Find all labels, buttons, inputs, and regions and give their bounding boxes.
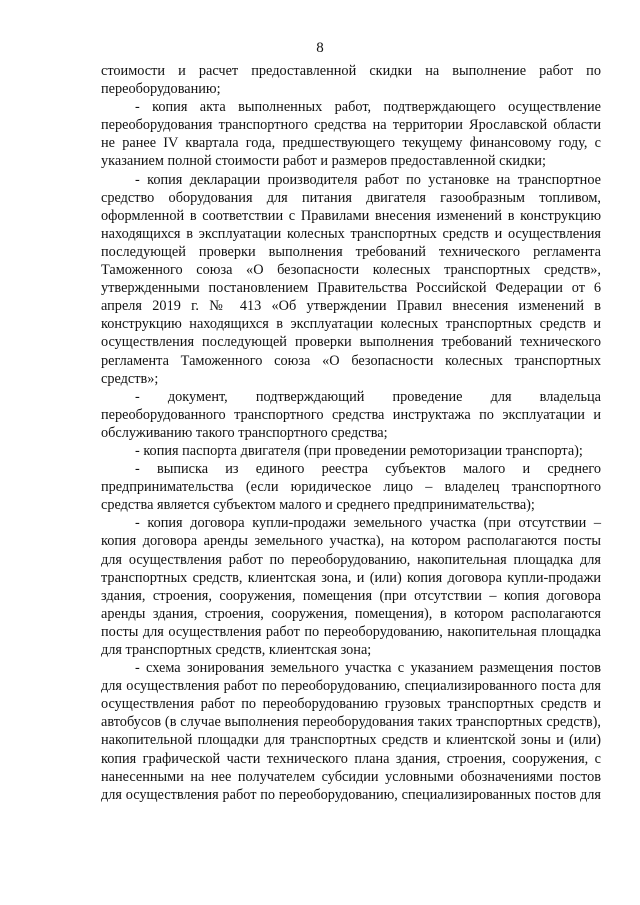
paragraph-instruction-document: - документ, подтверждающий проведение для владельца переоборудованного транспортного средства инструктажа по эксплуатации и обслуживанию такого транспортного средства; bbox=[101, 388, 601, 441]
paragraph-declaration-copy: - копия декларации производителя работ по установке на транспортное средство оборудования для питания двигателя газообразным топливом, оформленной в соответствии с Правилами внесения изменений в конструкцию находящихся в эксплуатации колесных транспортных средств и осуществления последующей проверки выполнения требований технического регламента Таможенного союза «О безопасности колесных транспортных средств», утвержденными постановлением Правительства Российской Федерации от 6 апреля 2019 г. № 413 «Об утверждении Правил внесения изменений в конструкцию находящихся в эксплуатации колесных транспортных средств и осуществления последующей проверки выполнения требований технического регламента Таможенного союза «О безопасности колесных транспортных средств»; bbox=[101, 171, 601, 387]
paragraph-zoning-scheme: - схема зонирования земельного участка с указанием размещения постов для осуществления работ по переоборудованию, специализированного поста для осуществления работ по переоборудованию грузовых транспортных средств и автобусов (в случае выполнения переоборудования таких транспортных средств), накопительной площадки для транспортных средств и клиентской зоны и (или) копия графической части технического плана здания, строения, сооружения, с нанесенными на нее получателем субсидии условными обозначениями постов для осуществления работ по переоборудованию, специализированных постов для bbox=[101, 660, 601, 803]
paragraph-act-copy: - копия акта выполненных работ, подтверждающего осуществление переоборудования транспортного средства на территории Ярославской области не ранее IV квартала года, предшествующего текущему финансовому году, с указанием полной стоимости работ и размеров предоставленной скидки; bbox=[101, 99, 601, 170]
paragraph-engine-passport: - копия паспорта двигателя (при проведении ремоторизации транспорта); bbox=[135, 442, 583, 459]
page-number: 8 bbox=[316, 40, 324, 56]
paragraph-land-contract: - копия договора купли-продажи земельного участка (при отсутствии – копия договора аренды земельного участка), на котором располагаются посты для осуществления работ по переоборудованию, накопительная площадка для транспортных средств, клиентская зона, и (или) копия договора купли-продажи здания, строения, сооружения, помещения (при отсутствии – копия договора аренды здания, строения, сооружения, помещения), в котором располагаются посты для осуществления работ по переоборудованию, накопительная площадка для транспортных средств, клиентская зона; bbox=[101, 515, 601, 658]
paragraph-registry-extract: - выписка из единого реестра субъектов малого и среднего предпринимательства (если юридическое лицо – владелец транспортного средства является субъектом малого и среднего предпринимательства); bbox=[101, 461, 601, 514]
document-body bbox=[101, 62, 601, 804]
paragraph-cost-continuation: стоимости и расчет предоставленной скидки на выполнение работ по переоборудованию; bbox=[101, 63, 601, 98]
